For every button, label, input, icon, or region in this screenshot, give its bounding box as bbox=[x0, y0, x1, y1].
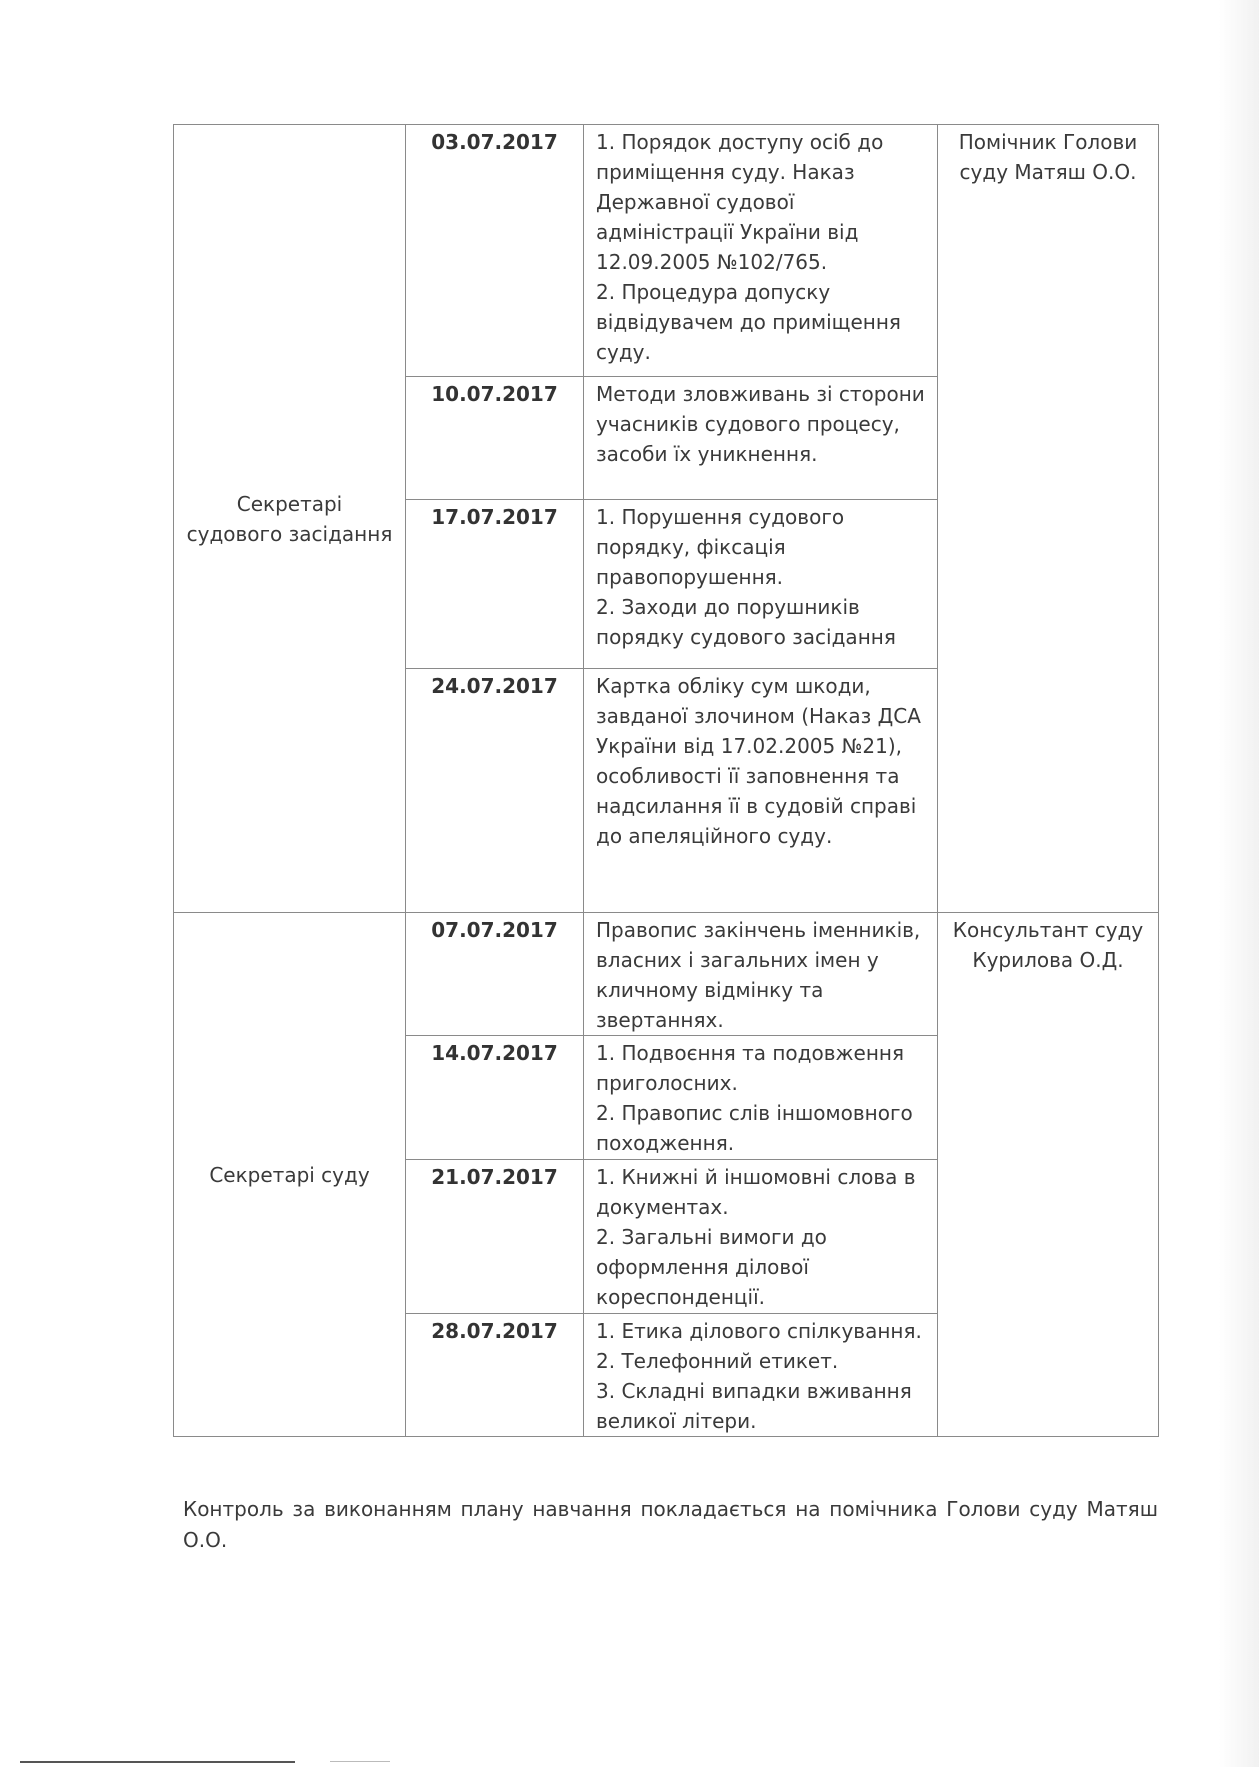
topic-line: 2. Процедура допуску відвідувачем до приміщення суду. bbox=[596, 280, 901, 364]
topic-line: Методи зловживань зі сторони учасників судового процесу, засоби їх уникнення. bbox=[596, 382, 925, 466]
page-edge-shadow bbox=[1219, 0, 1259, 1767]
group-name-cell: Секретарі суду bbox=[174, 913, 406, 1437]
topic-line: 1. Книжні й іншомовні слова в документах. bbox=[596, 1165, 916, 1219]
topic-cell bbox=[584, 1036, 938, 1160]
bottom-rule bbox=[20, 1761, 295, 1763]
date-cell: 21.07.2017 bbox=[406, 1160, 584, 1314]
date-cell: 28.07.2017 bbox=[406, 1314, 584, 1437]
topic-line: 1. Подвоєння та подовження приголосних. bbox=[596, 1041, 905, 1095]
topic-line: Картка обліку сум шкоди, завданої злочином (Наказ ДСА України від 17.02.2005 №21), особливості її заповнення та надсилання її в судовій справі до апеляційного суду. bbox=[596, 674, 921, 848]
topic-cell bbox=[584, 669, 938, 913]
topic-line: 1. Етика ділового спілкування. bbox=[596, 1319, 922, 1343]
topic-line: 1. Порушення судового порядку, фіксація правопорушення. bbox=[596, 505, 845, 589]
control-note: Контроль за виконанням плану навчання покладається на помічника Голови суду Матяш О.О. bbox=[183, 1497, 1158, 1552]
topic-cell bbox=[584, 913, 938, 1036]
bottom-rule bbox=[330, 1761, 390, 1762]
responsible-cell: Консультант суду Курилова О.Д. bbox=[938, 913, 1159, 1437]
topic-line: Правопис закінчень іменників, власних і загальних імен у кличному відмінку та звертаннях. bbox=[596, 918, 921, 1032]
table-row bbox=[174, 125, 1159, 377]
topic-line: 2. Правопис слів іншомовного походження. bbox=[596, 1101, 913, 1155]
topic-line: 2. Заходи до порушників порядку судового засідання bbox=[596, 595, 896, 649]
topic-line: 3. Складні випадки вживання великої літери. bbox=[596, 1379, 912, 1433]
topic-line: 2. Загальні вимоги до оформлення ділової кореспонденції. bbox=[596, 1225, 827, 1309]
topic-cell bbox=[584, 1160, 938, 1314]
topic-line: 2. Телефонний етикет. bbox=[596, 1349, 839, 1373]
training-plan-table bbox=[173, 124, 1159, 1437]
topic-cell bbox=[584, 125, 938, 377]
topic-cell bbox=[584, 500, 938, 669]
date-cell: 14.07.2017 bbox=[406, 1036, 584, 1160]
date-cell: 03.07.2017 bbox=[406, 125, 584, 377]
group-name-cell: Секретарі судового засідання bbox=[174, 125, 406, 913]
topic-cell bbox=[584, 377, 938, 500]
topic-cell bbox=[584, 1314, 938, 1437]
date-cell: 10.07.2017 bbox=[406, 377, 584, 500]
topic-line: 1. Порядок доступу осіб до приміщення суду. Наказ Державної судової адміністрації України від 12.09.2005 №102/765. bbox=[596, 130, 884, 274]
date-cell: 17.07.2017 bbox=[406, 500, 584, 669]
table-row bbox=[174, 913, 1159, 1036]
date-cell: 24.07.2017 bbox=[406, 669, 584, 913]
date-cell: 07.07.2017 bbox=[406, 913, 584, 1036]
responsible-cell: Помічник Голови суду Матяш О.О. bbox=[938, 125, 1159, 913]
